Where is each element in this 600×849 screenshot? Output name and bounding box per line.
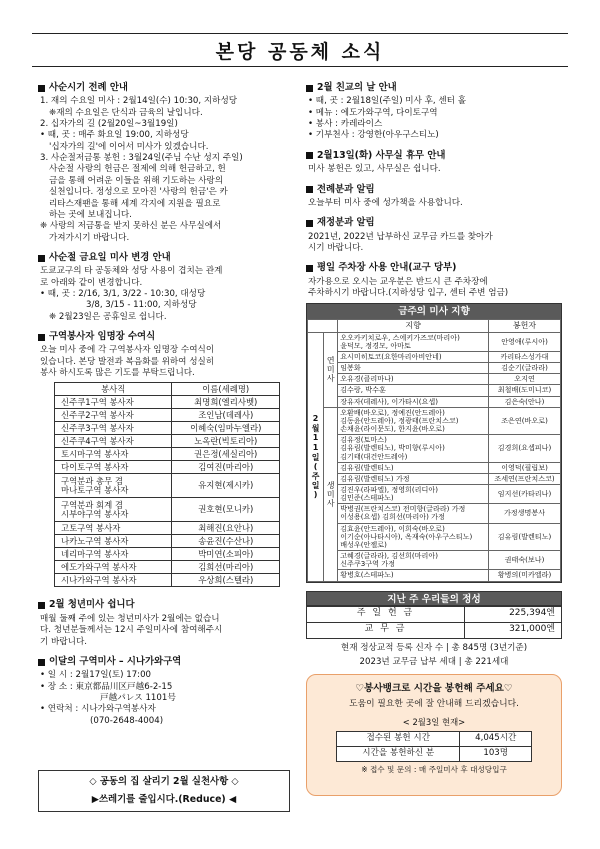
text-line: 오늘 미사 중에 각 구역봉사자 임명장 수여식이 <box>40 345 215 356</box>
square-bullet-icon <box>306 85 313 92</box>
volunteer-bank-note: ※ 접수 및 문의 : 매 주일미사 후 대성당입구 <box>361 764 507 774</box>
square-bullet-icon <box>306 220 313 227</box>
table-row: 김유림(발렌티노) 가정 조세연(프란치스코) <box>308 473 561 484</box>
text-line: 오늘부터 미사 중에 성가책을 사용합니다. <box>308 197 463 208</box>
square-bullet-icon <box>38 334 45 341</box>
text-line: 가져가시기 바랍니다. <box>49 232 130 243</box>
offering-table <box>306 606 562 639</box>
text-line: ❈ 2월23일은 공휴일로 쉽니다. <box>49 311 167 322</box>
table-row: 김유림(발렌티노) 이영덕(필립보) <box>308 462 561 473</box>
common-home-title: ◇ 공동의 집 살리기 2월 실천사항 ◇ <box>89 776 239 787</box>
text-line: 사순절 사랑의 헌금은 절제에 의해 헌금하고, 헌 <box>49 164 226 175</box>
mass-category: 연미사 <box>324 332 338 407</box>
table-row: 다이토구역 봉사자 김여진(마리아) <box>55 461 280 474</box>
table-row: 장유자(데레사), 이가타시(요셉) 김은숙(안나) <box>308 396 561 407</box>
table-header <box>308 320 338 332</box>
square-bullet-icon <box>38 659 45 666</box>
table-row: 고혜경(글라라), 김선희(마리아) 신주쿠3구역 가정 권태숙(보나) <box>308 551 561 570</box>
table-row: 김수랑, 박수훈 최철배(도미니코) <box>308 385 561 396</box>
square-bullet-icon <box>38 255 45 262</box>
text-line: 3/8, 3/15 - 11:00, 지하성당 <box>86 300 197 311</box>
text-line: 1. 재의 수요일 미사 : 2월14일(수) 10:30, 지하성당 <box>40 96 238 107</box>
volunteer-bank-box <box>306 674 562 796</box>
table-row: 신주쿠4구역 봉사자 노옥란(빅토리아) <box>55 435 280 448</box>
table-row: 주 일 헌 금 225,394엔 <box>307 606 562 622</box>
table-row: 구역분과 회계 겸 시부야구역 봉사자 권호현(모니카) <box>55 498 280 522</box>
square-bullet-icon <box>306 265 313 272</box>
text-line: 2021년, 2022년 납부하신 교무금 카드를 찾아가 <box>308 231 493 242</box>
text-line: 자가용으로 오시는 교우분은 반드시 큰 주차장에 <box>308 276 488 287</box>
text-line: • 기부천사 : 강영한(아우구스티노) <box>308 130 439 141</box>
text-line: • 봉사 : 카레라이스 <box>308 119 383 130</box>
left-column <box>38 82 292 735</box>
parking-notice-section <box>306 262 564 299</box>
table-row: 에도가와구역 봉사자 김희선(마리아) <box>55 561 280 574</box>
text-line: 도쿄교구의 타 공동체와 성당 사용이 겹치는 관계 <box>40 266 223 277</box>
table-row: 김효윤(안드레아), 이희숙(바오로) 이기순(아나타시아), 옥재숙(아우구스티노) 배성우(안젤로) 김유림(발렌티노) <box>308 523 561 550</box>
text-line: 하는 곳에 보내집니다. <box>49 209 132 220</box>
table-row: 요시미히토코(요한마리아비안네) 카리타스성가대 <box>308 351 561 362</box>
volunteer-bank-desc: 도움이 필요한 곳에 잘 안내해 드리겠습니다. <box>349 698 519 709</box>
mass-intention-box <box>306 303 562 582</box>
section-heading: 2월 청년미사 쉽니다 <box>38 599 292 611</box>
table-row: 구역분과 총무 겸 마나토구역 봉사자 유지현(제시카) <box>55 474 280 498</box>
table-header: 봉사직 <box>55 383 172 396</box>
table-row: 고토구역 봉사자 최해진(요안나) <box>55 522 280 535</box>
volunteer-bank-date: < 2월3일 현재> <box>402 716 466 727</box>
text-line: 다. 청년분들께서는 12시 주일미사에 참여해주시 <box>40 625 223 636</box>
text-line: '십자가의 길'에 이어서 미사가 있겠습니다. <box>49 141 209 152</box>
table-header: 봉헌자 <box>489 320 561 332</box>
section-heading: 전례분과 알림 <box>306 184 564 196</box>
mass-intention-title: 금주의 미사 지향 <box>307 304 561 319</box>
offering-title: 지난 주 우리들의 정성 <box>306 591 562 606</box>
table-row: 생미사 오환배(바오로), 정예진(안드레아) 김동윤(안드레아), 정광태(프란치스코) 손채윤(라이문도), 한지윤(바오로) 조은연(바오로) <box>308 407 561 434</box>
volunteer-table <box>54 382 280 587</box>
table-row: 시나가와구역 봉사자 우상희(스텔라) <box>55 574 280 587</box>
text-line: • 일 시 : 2월17일(토) 17:00 <box>40 670 152 681</box>
section-heading: 사순시기 전례 안내 <box>38 82 292 94</box>
friday-mass-change-section <box>38 252 292 323</box>
table-row: 토시마구역 봉사자 권은정(세실리아) <box>55 448 280 461</box>
district-volunteer-section <box>38 331 292 587</box>
text-line: • 메뉴 : 에도가와구역, 다이토구역 <box>308 107 438 118</box>
table-row: 나카노구역 봉사자 송윤진(수산나) <box>55 535 280 548</box>
text-line: 주차하시기 바랍니다.(지하성당 입구, 센터 주변 엄금) <box>308 288 509 299</box>
common-home-action: ▶쓰레기를 줄입시다.(Reduce) ◀ <box>91 794 237 806</box>
table-row: 신주쿠2구역 봉사자 조인남(데레사) <box>55 409 280 422</box>
square-bullet-icon <box>306 186 313 193</box>
title-bottom-rule <box>32 66 568 67</box>
fellowship-day-section <box>306 82 564 142</box>
text-line: 있습니다. 본당 발전과 복음화를 위하여 성실히 <box>40 356 215 367</box>
text-line: 봉사 하시도록 많은 기도를 부탁드립니다. <box>40 368 195 379</box>
square-bullet-icon <box>38 85 45 92</box>
text-line: 시기 바랍니다. <box>308 243 364 254</box>
table-row: 김진우(라파엘), 정영희(리디아) 김민준(스테파노) 임지선(카타리나) <box>308 485 561 504</box>
mass-intention-table <box>307 319 561 581</box>
right-column <box>306 82 564 796</box>
lent-liturgy-section <box>38 82 292 244</box>
common-home-box <box>38 770 290 812</box>
section-heading: 평일 주차장 사용 안내(교구 당부) <box>306 262 564 274</box>
table-row: 김유정(토마스) 김유림(발렌티노), 박미향(루시아) 김기태(대건안드레아) 김경희(요셉피나) <box>308 435 561 462</box>
liturgy-notice-section <box>306 184 564 210</box>
text-line: (070-2648-4004) <box>90 715 164 726</box>
office-closed-section <box>306 150 564 176</box>
text-line: • 연락처 : 시나가와구역봉사자 <box>40 704 156 715</box>
section-heading: 이달의 구역미사 – 시나가와구역 <box>38 656 292 668</box>
text-line: • 때, 곳 : 매주 화요일 19:00, 지하성당 <box>40 130 189 141</box>
table-row: 시간을 봉헌하신 분 103명 <box>337 746 532 761</box>
text-line: 3. 사순절저금통 봉헌 : 3월24일(주님 수난 성지 주일) <box>40 153 243 164</box>
section-heading: 사순절 금요일 미사 변경 안내 <box>38 252 292 264</box>
district-mass-section <box>38 656 292 727</box>
table-row: 황병호(스테파노) 황병의(미카엘라) <box>308 570 561 581</box>
mass-category: 생미사 <box>324 407 338 581</box>
text-line: 기 바랍니다. <box>40 636 87 647</box>
table-row: 신주쿠3구역 봉사자 이혜숙(임마누엘라) <box>55 422 280 435</box>
youth-mass-section <box>38 599 292 647</box>
text-line: ❈재의 수요일은 단식과 금육의 날입니다. <box>49 107 203 118</box>
text-line: 로 아래와 같이 변경합니다. <box>40 277 143 288</box>
text-line: 실천입니다. 정성으로 모아진 '사랑의 헌금'은 카 <box>49 187 228 198</box>
text-line: ❈ 사랑의 저금통을 받지 못하신 분은 사무실에서 <box>40 221 222 232</box>
square-bullet-icon <box>38 602 45 609</box>
section-heading: 재정분과 알림 <box>306 217 564 229</box>
mass-date: 2월11일(주일) <box>308 332 324 581</box>
table-header: 지향 <box>338 320 489 332</box>
text-line: 2. 십자가의 길 (2월20일~3월19일) <box>40 119 178 130</box>
section-heading: 2월 친교의 날 안내 <box>306 82 564 94</box>
table-row: 임봉화 김순기(글라라) <box>308 363 561 374</box>
page-title: 본당 공동체 소식 <box>215 41 385 63</box>
table-row: 2월11일(주일) 연미사 오오카키치로우, 스에키가즈코(마리아) 윤덕모, 정경모, 아마토 안영애(루시아) <box>308 332 561 351</box>
table-row: 교 무 금 321,000엔 <box>307 622 562 638</box>
text-line: 리타스재팬을 통해 세계 각지에 지원을 필요로 <box>49 198 221 209</box>
square-bullet-icon <box>306 152 313 159</box>
table-header: 이름(세례명) <box>172 383 280 396</box>
section-heading: 2월13일(화) 사무실 휴무 안내 <box>306 150 564 162</box>
table-row: 접수된 봉헌 시간 4,045시간 <box>337 731 532 746</box>
text-line: • 때, 곳 : 2월18일(주일) 미사 후, 센터 홀 <box>308 96 467 107</box>
text-line: 戸越パレス 1101号 <box>100 692 176 703</box>
text-line: • 장 소 : 東京都品川区戸越6-2-15 <box>40 681 173 692</box>
volunteer-bank-title: ♡봉사뱅크로 시간을 봉헌해 주세요♡ <box>355 683 513 695</box>
dues-households-line: 2023년 교무금 납부 세대 | 총 221세대 <box>359 656 509 667</box>
section-heading: 구역봉사자 임명장 수여식 <box>38 331 292 343</box>
table-row: 네리마구역 봉사자 박미연(소피아) <box>55 548 280 561</box>
volunteer-bank-table <box>336 731 532 762</box>
text-line: 금을 통해 어려운 이들을 위해 기도하는 사랑의 <box>49 175 224 186</box>
table-row: 박병권(프란치스코) 전미향(글라라) 가정 이성용(요셉) 김희선(마리아) 가정 가정생명봉사 <box>308 504 561 523</box>
finance-notice-section <box>306 217 564 254</box>
table-row: 오유경(클리마나) 오지연 <box>308 374 561 385</box>
title-top-rule <box>32 33 568 34</box>
text-line: 매월 둘째 주에 있는 청년미사가 2월에는 없습니 <box>40 613 220 624</box>
registered-members-line: 현재 정상교적 등록 신자 수 | 총 845명 (3년기준) <box>340 642 528 653</box>
text-line: 미사 봉헌은 있고, 사무실은 쉽니다. <box>308 164 441 175</box>
table-row: 신주쿠1구역 봉사자 최명희(엘리사벳) <box>55 396 280 409</box>
text-line: • 때, 곳 : 2/16, 3/1, 3/22 - 10:30, 대성당 <box>40 288 206 299</box>
